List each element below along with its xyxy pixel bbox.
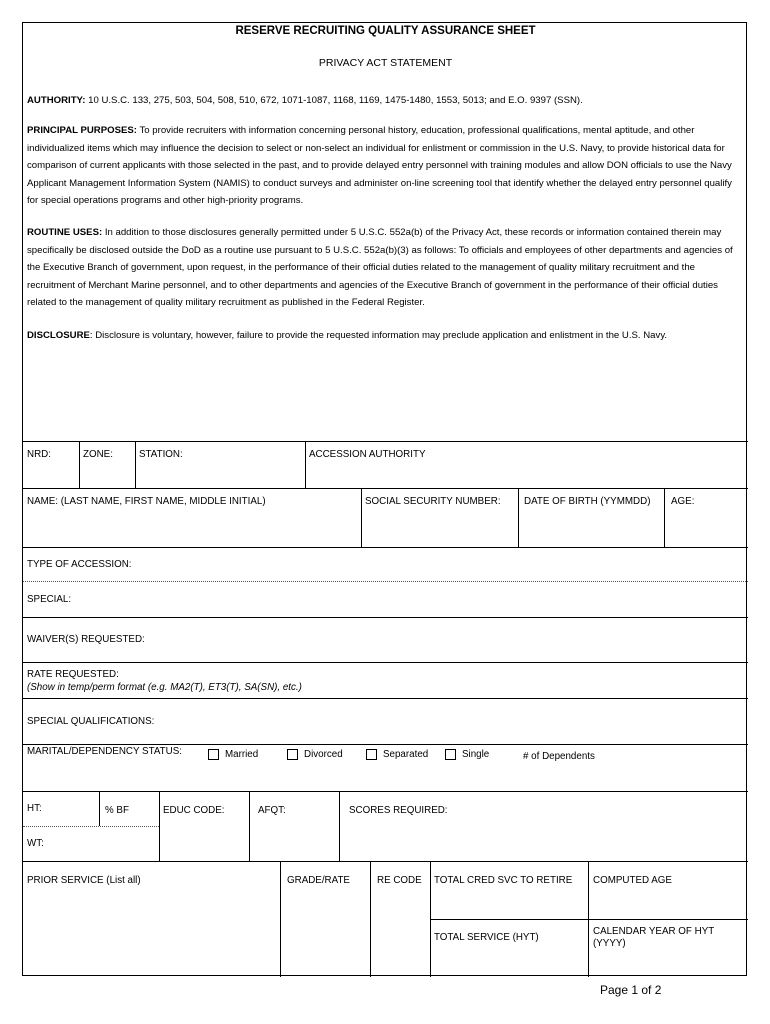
rule bbox=[99, 791, 100, 826]
rule bbox=[305, 441, 306, 488]
rule bbox=[249, 791, 250, 861]
divorced-option[interactable] bbox=[287, 749, 343, 760]
zone-field[interactable]: ZONE: bbox=[83, 449, 113, 460]
rule bbox=[23, 826, 159, 827]
total-cred-svc-field[interactable]: TOTAL CRED SVC TO RETIRE bbox=[434, 875, 573, 886]
rule bbox=[79, 441, 80, 488]
purposes-text: To provide recruiters with information concerning personal history, education, professional qualifications, mental aptitude, and other individualized items which may influence the decision to select or non-select an individual for enlistment or commission in the U.S. Navy, to provide historical data for comparison of current applicants with those selected in the past, and to provide delayed entry personnel with training modules and allow DON officials to use the Navy Applicant Management Information System (NAMIS) to conduct surveys and administer on-line screening tool that identify whether the delayed entry personnel qualify for special operations programs and other high-priority programs. bbox=[27, 125, 732, 206]
divorced-label: Divorced bbox=[304, 749, 343, 760]
rule bbox=[23, 488, 748, 489]
rate-requested-field[interactable]: RATE REQUESTED: bbox=[27, 669, 119, 680]
dependents-field[interactable]: # of Dependents bbox=[523, 751, 595, 762]
grade-rate-field[interactable]: GRADE/RATE bbox=[287, 875, 350, 886]
special-qualifications-field[interactable]: SPECIAL QUALIFICATIONS: bbox=[27, 716, 155, 727]
scores-required-field[interactable]: SCORES REQUIRED: bbox=[349, 805, 448, 816]
rule bbox=[23, 698, 748, 699]
ssn-field[interactable]: SOCIAL SECURITY NUMBER: bbox=[365, 496, 501, 507]
purposes-label: PRINCIPAL PURPOSES: bbox=[27, 125, 137, 136]
separated-option[interactable] bbox=[366, 749, 428, 760]
routine-uses-paragraph bbox=[27, 224, 743, 312]
rule bbox=[23, 547, 748, 548]
marital-status-label: MARITAL/DEPENDENCY STATUS: bbox=[27, 746, 182, 757]
routine-text: In addition to those disclosures generally permitted under 5 U.S.C. 552a(b) of the Privacy Act, these records or information contained therein may specifically be disclosed outside the DoD as a routine use pursuant to 5 U.S.C. 552a(b)(3) as follows: To officials and employees of other departments and agencies of the Executive Branch of government, upon request, in the performance of their official duties related to the management of quality military recruitment and the recruitment of Merchant Marine personnel, and to other departments and agencies of the Executive Branch of government in the performance of their official duties related to the management of quality military recruitment as published in the Federal Register. bbox=[27, 227, 733, 308]
form-frame bbox=[22, 22, 747, 976]
rule bbox=[23, 617, 748, 618]
special-field[interactable]: SPECIAL: bbox=[27, 594, 72, 605]
rule bbox=[588, 861, 589, 977]
disclosure-text: : Disclosure is voluntary, however, failure to provide the requested information may preclude application and enlistment in the U.S. Navy. bbox=[89, 330, 668, 341]
rule bbox=[430, 919, 748, 920]
educ-code-field[interactable]: EDUC CODE: bbox=[163, 805, 225, 816]
authority-label: AUTHORITY: bbox=[27, 95, 86, 106]
rule bbox=[370, 861, 371, 977]
type-of-accession-field[interactable]: TYPE OF ACCESSION: bbox=[27, 559, 132, 570]
privacy-act-heading: PRIVACY ACT STATEMENT bbox=[318, 57, 453, 69]
routine-label: ROUTINE USES: bbox=[27, 227, 103, 238]
calendar-year-field[interactable]: CALENDAR YEAR OF HYT (YYYY) bbox=[593, 926, 715, 949]
rule bbox=[23, 744, 748, 745]
principal-purposes-paragraph bbox=[27, 122, 743, 210]
re-code-field[interactable]: RE CODE bbox=[377, 875, 422, 886]
rule bbox=[23, 861, 748, 862]
authority-text: 10 U.S.C. 133, 275, 503, 504, 508, 510, 672, 1071-1087, 1168, 1169, 1475-1480, 1553, 5013; and E.O. 9397 (SSN). bbox=[88, 95, 583, 106]
rule bbox=[23, 662, 748, 663]
authority-paragraph bbox=[27, 92, 743, 110]
height-field[interactable]: HT: bbox=[27, 803, 42, 814]
nrd-field[interactable]: NRD: bbox=[27, 449, 51, 460]
rate-requested-hint: (Show in temp/perm format (e.g. MA2(T), ET3(T), SA(SN), etc.) bbox=[27, 682, 302, 693]
rule bbox=[518, 488, 519, 547]
rule bbox=[159, 791, 160, 861]
divorced-checkbox[interactable] bbox=[287, 749, 298, 760]
afqt-field[interactable]: AFQT: bbox=[258, 805, 286, 816]
single-label: Single bbox=[462, 749, 490, 760]
rule bbox=[361, 488, 362, 547]
accession-authority-field[interactable]: ACCESSION AUTHORITY bbox=[309, 449, 426, 460]
separated-checkbox[interactable] bbox=[366, 749, 377, 760]
body-fat-field[interactable]: % BF bbox=[105, 805, 129, 816]
rule bbox=[339, 791, 340, 861]
rule bbox=[23, 791, 748, 792]
rule bbox=[430, 861, 431, 977]
disclosure-paragraph bbox=[27, 327, 743, 345]
married-option[interactable] bbox=[208, 749, 258, 760]
married-checkbox[interactable] bbox=[208, 749, 219, 760]
page-number: Page 1 of 2 bbox=[600, 983, 662, 997]
rule bbox=[23, 441, 748, 442]
name-field[interactable]: NAME: (LAST NAME, FIRST NAME, MIDDLE INITIAL) bbox=[27, 496, 266, 507]
form-title: RESERVE RECRUITING QUALITY ASSURANCE SHEET bbox=[235, 25, 536, 37]
station-field[interactable]: STATION: bbox=[139, 449, 183, 460]
prior-service-field[interactable]: PRIOR SERVICE (List all) bbox=[27, 875, 141, 886]
age-field[interactable]: AGE: bbox=[671, 496, 695, 507]
dob-field[interactable]: DATE OF BIRTH (YYMMDD) bbox=[524, 496, 651, 507]
separated-label: Separated bbox=[383, 749, 429, 760]
rule bbox=[664, 488, 665, 547]
rule bbox=[23, 581, 748, 582]
single-option[interactable] bbox=[445, 749, 489, 760]
weight-field[interactable]: WT: bbox=[27, 838, 44, 849]
married-label: Married bbox=[225, 749, 259, 760]
rule bbox=[280, 861, 281, 977]
computed-age-field[interactable]: COMPUTED AGE bbox=[593, 875, 672, 886]
disclosure-label: DISCLOSURE bbox=[27, 330, 90, 341]
waivers-field[interactable]: WAIVER(S) REQUESTED: bbox=[27, 634, 145, 645]
rule bbox=[135, 441, 136, 488]
single-checkbox[interactable] bbox=[445, 749, 456, 760]
total-service-field[interactable]: TOTAL SERVICE (HYT) bbox=[434, 932, 539, 943]
